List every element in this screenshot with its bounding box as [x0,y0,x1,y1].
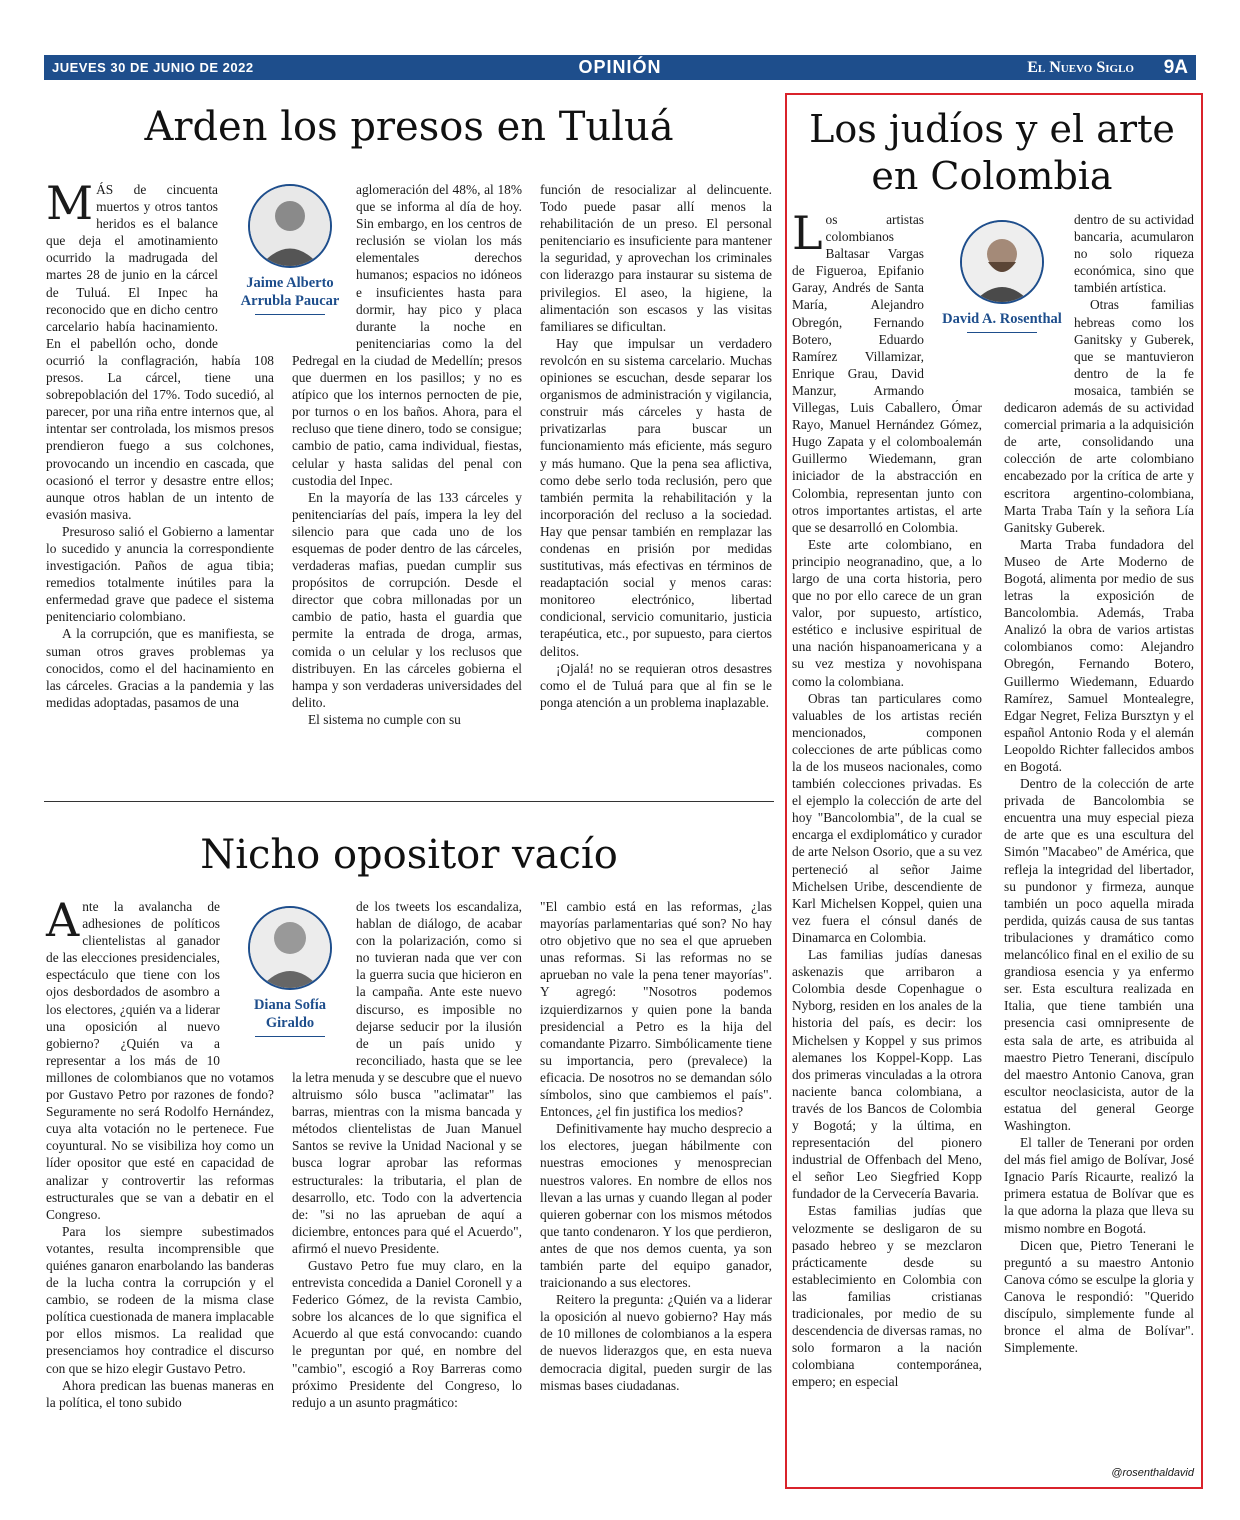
article-title-judios: Los judíos y el arte en Colombia [809,107,1175,198]
section-divider [44,801,774,802]
paragraph: nte la avalancha de adhesiones de políticos clientelistas al ganador de las elecciones presidenciales, espectáculo que tiene con los ojos desbordados de asombro a los electores, ¿quién va a liderar una oposición al nuevo gobierno? ¿Quién va a representar a los más de 10 millones de colombianos que no votamos por Gustavo Petro por razones de fondo? Seguramente no será Rodolfo Hernández, cuya alta votación no le pertenece. Fue coyuntural. No se visibiliza hoy como un líder opositor que esté en capacidad de analizar y controvertir las reformas estructurales que se van a debatir en el Congreso. [46,899,274,1222]
article-column-judios-2 [1004,211,1194,1356]
paragraph: Las familias judías danesas askenazis que arribaron a Colombia desde Copenhague o Nyborg, residen en los anales de la historia del país, es decir: los Michelsen y Koppel y sus primos alemanes los Koppel-Kopp. Las dos primeras vinculadas a la otrora naciente banca colombiana, a través de los Bancos de Colombia y Bogotá; y la última, en representación del pionero industrial de Offenbach del Meno, el señor Leo Siegfried Kopp fundador de la Cervecería Bavaria. [792,947,982,1202]
paragraph: dentro de su actividad bancaria, acumularon no solo riqueza económica, sino que también artística. [1074,212,1194,296]
paragraph: El taller de Tenerani por orden del más fiel amigo de Bolívar, José Ignacio París Ricaurte, realizó la primera estatua de Bolívar que es la que adorna la plaza que lleva su mismo nombre en Bogotá. [1004,1135,1194,1236]
article-column-tulua-3 [540,181,772,711]
paragraph: Otras familias hebreas como los Ganitsky y Guberek, que se mantuvieron dentro de la fe mosaica, también se dedicaron además de su actividad comercial primaria a la adquisición de arte, consolidando una colección de arte colombiano encabezado por la crítica de arte y escritora argentino-colombiana, Marta Traba Taín y la señora Lía Ganitsky Guberek. [1004,297,1194,535]
paragraph: os artistas colombianos Baltasar Vargas de Figueroa, Epifanio Garay, Andrés de Santa María, Alejandro Obregón, Fernando Botero, Eduardo Ramírez Villamizar, Enrique Grau, David Manzur, Armando Villegas, Luis Caballero, Ómar Rayo, Manuel Hernández Gómez, Hugo Zapata y el colomboalemán Guillermo Wiedemann, gran iniciador de la abstracción en Colombia, representan junto con otros importantes artistas, el arte que se desarrolló en Colombia. [792,212,982,535]
photo-spacer [924,211,982,389]
photo-spacer [220,898,274,1053]
article-column-nicho-1 [46,893,274,1411]
article-column-tulua-1 [46,176,274,711]
paragraph: Dicen que, Pietro Tenerani le preguntó a su maestro Antonio Canova cómo se esculpe la gloria y Canova le respondió: "Querido discípulo, simplemente funde al bronce el alma de Bolívar". Simplemente. [1004,1237,1194,1356]
article-column-judios-1 [792,206,982,1390]
author-name: David A. Rosenthal [942,311,1062,327]
paragraph: El sistema no cumple con su [308,711,461,727]
author-handle: @rosenthaldavid [1111,1467,1194,1479]
drop-cap: M [46,176,94,230]
article-title-tulua: Arden los presos en Tuluá [144,104,674,150]
paragraph: Obras tan particulares como valuables de los artistas recién mencionados, componen colecciones de arte públicas como la de los museos nacionales, como también colecciones privadas. Es el ejemplo la colección de arte del hoy "Bancolombia", de la cual se encarga el exdiplomático y curador de arte Nelson Osorio, que a su vez perteneció al señor Jaime Michelsen Uribe, descendiente de Karl Michelsen Koppel, quien una vez fuera el cónsul danés de Dinamarca en Colombia. [792,690,982,945]
paragraph: Reitero la pregunta: ¿Quién va a liderar la oposición al nuevo gobierno? Hay más de 10 millones de colombianos a la espera de nuevos liderazgos que, en esta nueva democracia digital, pueden surgir de las mismas bases ciudadanas. [540,1292,772,1393]
drop-cap: L [792,206,823,260]
article-title-nicho: Nicho opositor vacío [200,832,618,878]
paragraph: ÁS de cincuenta muertos y otros tantos heridos es el balance que deja el amotinamiento ocurrido la madrugada del martes 28 de junio en la cárcel de Tuluá. El Inpec ha reconocido que en dicho centro carcelario había hacinamiento. En el pabellón ocho, donde ocurrió la conflagración, había 108 presos. La cárcel, tiene una sobrepoblación del 17%. Todo sucedió, al parecer, por una riña entre internos que, al intentar ser controlada, los mismos presos prendieron fuego a sus colchones, provocando un incendio en cascada, que ocasionó el terror y desastre entre ellos; aunque otros hablan de un intento de evasión masiva. [46,182,274,522]
paragraph: Dentro de la colección de arte privada de Bancolombia se encuentra una muy especial pieza de arte que es una escultura del Simón "Macabeo" de América, que refleja la integridad del libertador, su pundonor y firmeza, aunque también un poco aquella mirada perdida, quizás causa de sus tantas tribulaciones y dramático como melancólico final en el exilio de su grandiosa esencia y ya enfermo ser. Esta escultura realizada en Italia, que tiene también una presencia casi omnipresente de esta sala de arte, es atribuida al maestro Pietro Tenerani, discípulo del maestro Antonio Canova, gran escultor neoclasicista, autor de la estatua del general George Washington. [1004,776,1194,1133]
paragraph: Para los siempre subestimados votantes, resulta incomprensible que quiénes ganaron enarbolando las banderas de la lucha contra la corrupción y el cambio, se rodeen de la misma clase política cuestionada de manera implacable por ellos mismos. La realidad que presenciamos hoy contradice el discurso con que se hizo elegir Gustavo Petro. [46,1223,274,1376]
paragraph: ¡Ojalá! no se requieran otros desastres como el de Tuluá para que al fin se le ponga atención a un problema inaplazable. [540,660,772,710]
paragraph: Definitivamente hay mucho desprecio a los electores, juegan hábilmente con nuestras emociones y menosprecian nuestros valores. En nombre de ellos nos llevan a las urnas y cuando llegan al poder quieren gobernar con los mismos métodos que tanto condenaron. Y los que perdieron, antes de que nos demos cuenta, ya son también parte del equipo ganador, traicionando a sus electores. [540,1121,772,1291]
paragraph: Gustavo Petro fue muy claro, en la entrevista concedida a Daniel Coronell y a Federico Gómez, de la revista Cambio, sobre los alcances de lo que significa el Acuerdo al que está convocando: cuando le preguntan por qué, en nombre del "cambio", escogió a Roy Barreras como próximo Presidente del Congreso, lo redujo a un asunto pragmático: [292,1257,522,1410]
article-column-nicho-2 [292,898,522,1411]
drop-cap: A [46,893,80,947]
author-name: Diana Sofía Giraldo [253,997,327,1031]
paragraph: A la corrupción, que es manifiesta, se suman otros graves problemas ya conocidos, como el del hacinamiento en las cárceles. Gracias a la pandemia y las medidas adoptadas, pasamos de una [46,626,274,710]
photo-spacer [218,181,274,337]
article-column-tulua-2 [292,181,522,728]
paragraph: "El cambio está en las reformas, ¿las mayorías parlamentarias qué son? No hay otro objetivo que no sea el que aprueben unas reformas. Si las reformas no se aprueban no vale la pena tener mayorías". Y agregó: "Nosotros podemos izquierdizarnos y quien pone la banda presidencial a Petro es la hija del comandante Pizarro. Simbólicamente tiene su importancia, pero (prevalece) la eficacia. De nosotros no se demandan sólo símbolos, sino que cambiemos el país". Entonces, ¿el fin justifica los medios? [540,899,772,1120]
newspaper-name: El Nuevo Siglo [1027,59,1134,76]
author-name: Jaime Alberto Arrubla Paucar [240,275,340,309]
paragraph: de los tweets los escandaliza, hablan de diálogo, de acabar con la polarización, como si no tuvieran nada que ver con la guerra sucia que hicieron en la campaña. Ante este nuevo discurso, es imposible no dejarse seducir por la ilusión de un país unido y reconciliado, hasta que se lee la letra menuda y se descubre que el nuevo altruismo sólo busca "aclimatar" las barras, mientras con la misma bancada y métodos clientelistas de Juan Manuel Santos se revive la Unidad Nacional y se busca lograr aprobar las reformas estructurales: la tributaria, el plan de desarrollo, etc. Todo con la advertencia de: "si no las aprueban de aquí a diciembre, entonces para qué el Acuerdo", afirmó el nuevo Presidente. [292,899,522,1256]
page-header [44,55,1196,80]
paragraph: Hay que impulsar un verdadero revolcón en su sistema carcelario. Muchas opiniones se escuchan, desde separar los organismos de administración y vigilancia, construir más cárceles y hasta de privatizarlas para buscar un funcionamiento más eficiente, más seguro y más humano. Que la pena sea aflictiva, como debe serlo toda reclusión, pero que también permita la rehabilitación y la incorporación del recluso a la sociedad. Hay que pensar también en remplazar las condenas en prisión por medidas sustitutivas, más efectivas en términos de readaptación social y menos caras: monitoreo electrónico, libertad condicional, servicio comunitario, justicia terapéutica, etc., por supuesto, para ciertos delitos. [540,335,772,659]
photo-spacer [292,898,356,1053]
paragraph: Presuroso salió el Gobierno a lamentar lo sucedido y anuncia la correspondiente investigación. Paños de agua tibia; remedios totalmente inútiles para la enfermedad grave que padece el sistema penitenciario colombiano. [46,523,274,625]
page-number: 9A [1163,57,1188,78]
paragraph: En la mayoría de las 133 cárceles y penitenciarías del país, impera la ley del silencio para que cada uno de los esquemas de poder dentro de las cárceles, verdaderas mafias, puedan cumplir sus propósitos de corrupción. Desde el director que cobra millonadas por un cambio de patio, hasta el guardia que permite la entrada de droga, armas, comida o un celular y los reclusos que distribuyen. En las cárceles gobierna el hampa y son verdaderas universidades del delito. [292,489,522,710]
paragraph: Estas familias judías que velozmente se desligaron de su pasado hebreo y se mezclaron prácticamente desde su establecimiento en Colombia con las familias cristianas tradicionales, por medio de su descendencia de diversas ramas, no solo formaron a la nación colombiana contemporánea, empero; en especial [792,1203,982,1390]
article-column-nicho-3 [540,898,772,1394]
photo-spacer [1004,211,1074,389]
photo-spacer [292,181,356,335]
paragraph: Ahora predican las buenas maneras en la política, el tono subido [46,1377,274,1410]
paragraph: Este arte colombiano, en principio neogranadino, que, a lo largo de una corta historia, pero que no por ello carece de un gran valor, por supuesto, artístico, estético e inclusive espiritual de una nación hispanoamericana y a su vez mestiza y novohispana como la colombiana. [792,536,982,689]
paragraph: aglomeración del 48%, al 18% que se informa al día de hoy. Sin embargo, en los centros de reclusión se violan los más elementales derechos humanos; espacios no idóneos e insuficientes hasta para dormir, hay pico y placa durante la noche en penitenciarias como la del Pedregal en la ciudad de Medellín; presos que duermen en los pasillos; y no es atípico que los internos pernocten de pie, por turnos o en los baños. Ahora, para el recluso que tiene dinero, todo se consigue; cambio de patio, cama individual, fiestas, celular y hasta salidas del penal con custodia del Inpec. [292,182,522,488]
section-name: OPINIÓN [578,57,662,77]
issue-date: JUEVES 30 DE JUNIO DE 2022 [52,60,254,75]
paragraph: Marta Traba fundadora del Museo de Arte Moderno de Bogotá, alimenta por medio de sus letras la exposición de Bancolombia. Además, Traba Analizó la obra de varios artistas colombianos como: Alejandro Obregón, Fernando Botero, Guillermo Wiedemann, Eduardo Ramírez, Samuel Montealegre, Edgar Negret, Feliza Bursztyn y el español Antonio Roda y el alemán Leopoldo Richter fallecidos ambos en Bogotá. [1004,536,1194,774]
paragraph: función de resocializar al delincuente. Todo puede pasar allí menos la rehabilitación de un preso. El personal penitenciario es insuficiente para mantener la seguridad, y aprovechan los criminales con liderazgo para instaurar su sistema de privilegios. El aseo, la higiene, la alimentación son escasos y las visitas familiares se dificultan. [540,182,772,334]
